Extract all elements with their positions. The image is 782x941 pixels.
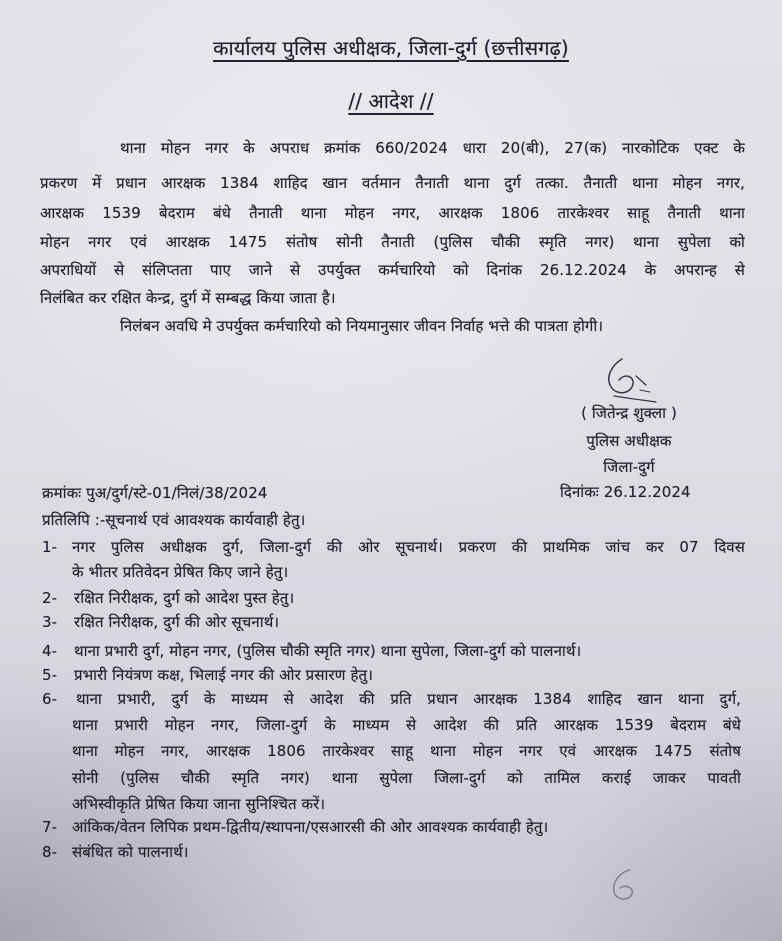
item-text-line: थाना मोहन नगर, आरक्षक 1806 तारकेश्वर साहू थाना मोहन नगर एवं आरक्षक 1475 संतोष [72, 742, 741, 760]
item-text-line: रक्षित निरीक्षक, दुर्ग को आदेश पुस्त हेतु। [74, 589, 295, 607]
item-text-line: अभिस्वीकृति प्रेषित किया जाना सुनिश्चित करें। [72, 795, 326, 813]
item-number: 7- [42, 818, 58, 836]
item-number: 6- [42, 690, 58, 708]
office-heading: कार्यालय पुलिस अधीक्षक, जिला-दुर्ग (छत्तीसगढ़) [213, 36, 569, 60]
order-paragraph-line: मोहन नगर एवं आरक्षक 1475 संतोष सोनी तैनाती (पुलिस चौकी स्मृति नगर) थाना सुपेला को [40, 233, 745, 251]
order-paragraph-line: थाना मोहन नगर के अपराध क्रमांक 660/2024 धारा 20(बी), 27(क) नारकोटिक एक्ट के [120, 139, 745, 157]
item-text-line: थाना प्रभारी, दुर्ग के माध्यम से आदेश की प्रति प्रधान आरक्षक 1384 शाहिद खान थाना दुर्ग, [76, 690, 741, 708]
item-text-line: आंकिक/वेतन लिपिक प्रथम-द्वितीय/स्थापना/एसआरसी की ओर आवश्यक कार्यवाही हेतु। [72, 818, 549, 836]
item-number: 2- [42, 589, 58, 607]
signatory-name: ( जितेन्द्र शुक्ला ) [581, 404, 677, 422]
order-paragraph-line: अपराधियों से संलिप्तता पाए जाने से उपर्युक्त कर्मचारियो को दिनांक 26.12.2024 के अपरान्ह से [40, 261, 745, 279]
item-text-line: रक्षित निरीक्षक, दुर्ग की ओर सूचनार्थ। [74, 613, 280, 631]
copy-to-heading: प्रतिलिपि :-सूचनार्थ एवं आवश्यक कार्यवाही हेतु। [42, 511, 306, 529]
item-text-line: संबंधित को पालनार्थ। [72, 843, 189, 861]
order-paragraph-line: निलंबित कर रक्षित केन्द्र, दुर्ग में सम्बद्ध किया जाता है। [40, 289, 336, 307]
reference-number: क्रमांकः पुअ/दुर्ग/स्टे-01/निलं/38/2024 [42, 484, 268, 502]
item-number: 5- [42, 666, 58, 684]
item-text-line: नगर पुलिस अधीक्षक दुर्ग, जिला-दुर्ग की ओर सूचनार्थ। प्रकरण की प्राथमिक जांच कर 07 दिवस [72, 538, 745, 556]
order-paragraph-line: प्रकरण में प्रधान आरक्षक 1384 शाहिद खान वर्तमान तैनाती थाना दुर्ग तत्का. तैनाती थाना मोहन नगर, [40, 174, 745, 192]
order-paragraph-line: आरक्षक 1539 बेदराम बंधे तैनाती थाना मोहन नगर, आरक्षक 1806 तारकेश्वर साहू तैनाती थाना [40, 204, 745, 222]
item-text-line: प्रभारी नियंत्रण कक्ष, भिलाई नगर की ओर प्रसारण हेतु। [74, 666, 373, 684]
item-text-line: के भीतर प्रतिवेदन प्रेषित किए जाने हेतु। [72, 563, 289, 581]
item-text-line: थाना प्रभारी दुर्ग, मोहन नगर, (पुलिस चौकी स्मृति नगर) थाना सुपेला, जिला-दुर्ग को पालनार्थ। [74, 642, 582, 660]
item-text-line: सोनी (पुलिस चौकी स्मृति नगर) थाना सुपेला जिला-दुर्ग को तामिल कराई जाकर पावती [72, 769, 741, 787]
item-number: 4- [42, 642, 58, 660]
signatory-designation: पुलिस अधीक्षक [586, 432, 672, 450]
order-paragraph-2: निलंबन अवधि मे उपर्युक्त कर्मचारियो को नियमानुसार जीवन निर्वाह भत्ते की पात्रता होगी। [120, 317, 604, 335]
item-number: 1- [42, 538, 58, 556]
item-text-line: थाना प्रभारी मोहन नगर, जिला-दुर्ग के माध्यम से आदेश की प्रति आरक्षक 1539 बेदराम बंधे [72, 716, 741, 734]
reference-date: दिनांकः 26.12.2024 [560, 483, 691, 501]
order-title: // आदेश // [348, 89, 434, 113]
item-number: 8- [42, 843, 58, 861]
ink-mark [600, 866, 644, 906]
signatory-district: जिला-दुर्ग [603, 458, 655, 476]
item-number: 3- [42, 613, 58, 631]
